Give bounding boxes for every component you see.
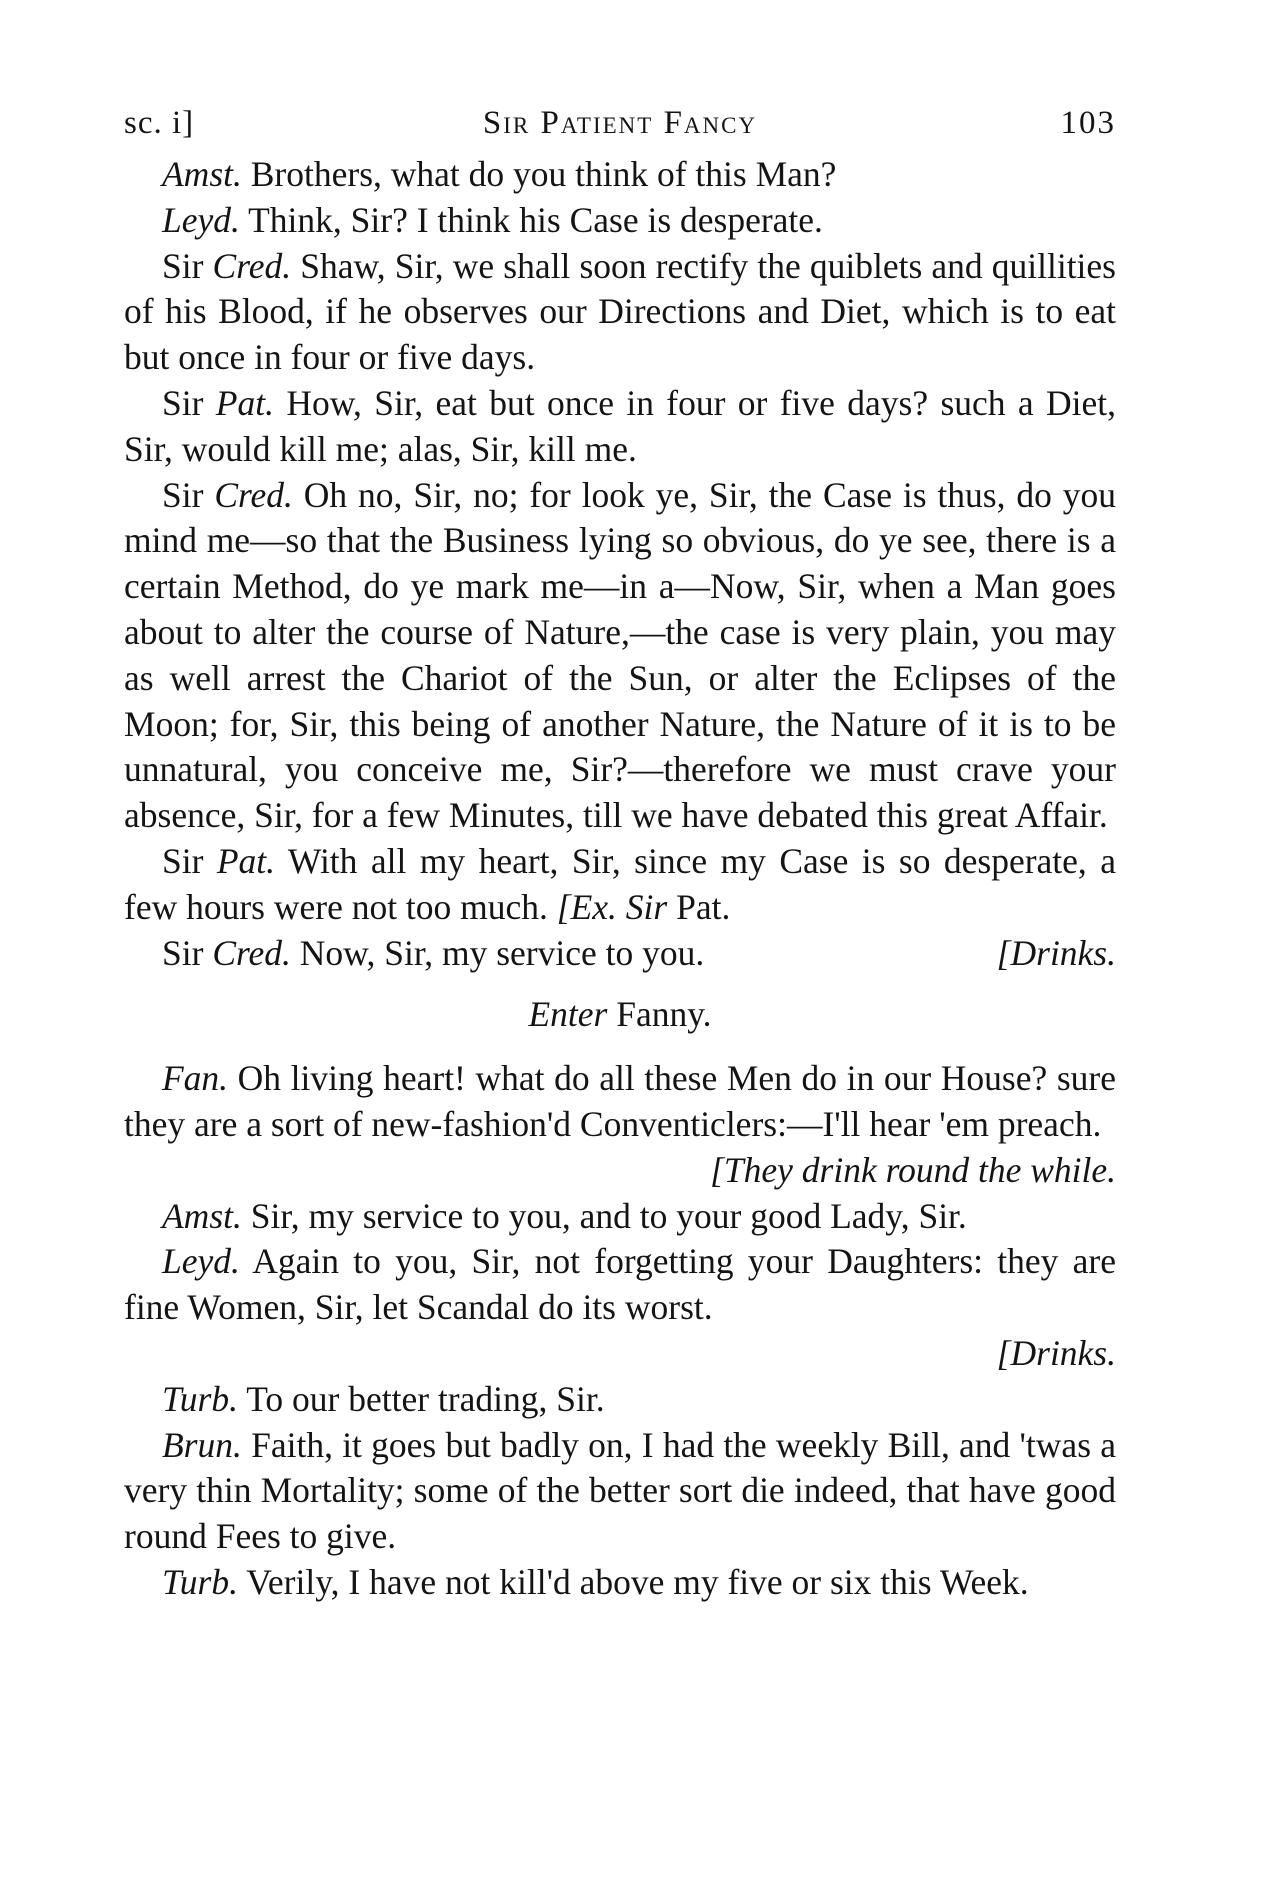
speech-pat-1 [124, 381, 1116, 473]
speaker-name: Leyd. [162, 1241, 240, 1282]
speech-text: Verily, I have not kill'd above my five or six this Week. [237, 1561, 1029, 1602]
speech-text: Oh no, Sir, no; for look ye, Sir, the Case is thus, do you mind me—so that the Business lying so obvious, do ye see, there is a certain Method, do ye mark me—in a—Now, Sir, when a Man goes about to alter the course of Nature,—the case is very plain, you may as well arrest the Chariot of the Sun, or alter the Eclipses of the Moon; for, Sir, this being of another Nature, the Nature of it is to be unnatural, you conceive me, Sir?—therefore we must crave your absence, Sir, for a few Minutes, till we have debated this great Affair. [124, 474, 1116, 836]
speech-pat-2 [124, 839, 1116, 931]
speech-text: Oh living heart! what do all these Men do in our House? sure they are a sort of new-fashion'd Conventiclers:—I'll hear 'em preach. [124, 1058, 1116, 1144]
speech-amst-1 [124, 152, 1116, 198]
speaker-name: Amst. [162, 154, 242, 194]
speaker-name: Cred. [214, 474, 293, 515]
speech-brun-1 [124, 1423, 1116, 1560]
stage-direction-drinks-2: [Drinks. [996, 1332, 1116, 1373]
speaker-title: Sir [162, 932, 213, 973]
running-title: Sir Patient Fancy [482, 105, 758, 141]
stage-direction-drink-round: [They drink round the while. [710, 1149, 1116, 1190]
page-number: 103 [1060, 105, 1116, 141]
speaker-name: Cred. [212, 245, 292, 286]
speaker-title: Sir [162, 382, 216, 423]
speaker-name: Turb. [162, 1378, 238, 1419]
entrance-direction [124, 992, 1116, 1038]
speech-cred-3 [124, 931, 1116, 977]
speech-amst-2 [124, 1194, 1116, 1240]
speaker-name: Fan. [162, 1058, 229, 1099]
speech-text: Sir, my service to you, and to your good Lady, Sir. [241, 1195, 967, 1236]
speech-text: To our better trading, Sir. [237, 1378, 605, 1419]
stage-direction-exit: [Ex. Sir [556, 886, 668, 927]
speech-text: Brothers, what do you think of this Man? [241, 154, 837, 194]
speech-text: Now, Sir, my service to you. [290, 932, 705, 973]
speech-fan-1 [124, 1056, 1116, 1148]
speech-text: Shaw, Sir, we shall soon rectify the quiblets and quillities of his Blood, if he observes our Directions and Diet, which is to eat but once in four or five days. [124, 245, 1116, 378]
speaker-name: Cred. [212, 932, 291, 973]
scene-marker: sc. i] [124, 105, 195, 141]
speech-text: Think, Sir? I think his Case is desperate. [239, 199, 823, 240]
speaker-title: Sir [162, 474, 215, 515]
speech-cred-2 [124, 473, 1116, 839]
speech-text: Faith, it goes but badly on, I had the weekly Bill, and 'twas a very thin Mortality; some of the better sort die indeed, that have good round Fees to give. [124, 1424, 1116, 1557]
entrance-name: Fanny. [607, 994, 712, 1035]
speech-turb-2 [124, 1560, 1116, 1606]
speech-turb-1 [124, 1377, 1116, 1423]
running-header [124, 98, 1116, 148]
speech-text: With all my heart, Sir, since my Case is so desperate, a few hours were not too much. [124, 840, 1116, 927]
speech-leyd-1 [124, 198, 1116, 244]
speaker-name: Pat. [215, 382, 274, 423]
speaker-title: Sir [162, 840, 217, 881]
stage-direction-drinks: [Drinks. [996, 932, 1116, 973]
speech-cred-1 [124, 244, 1116, 381]
speaker-name: Leyd. [162, 199, 240, 240]
speaker-name: Pat. [216, 840, 276, 881]
speech-leyd-2 [124, 1239, 1116, 1331]
speaker-name: Brun. [162, 1424, 242, 1465]
speech-text: Again to you, Sir, not forgetting your Daughters: they are fine Women, Sir, let Scandal do its worst. [124, 1241, 1116, 1328]
stage-direction-exit-name: Pat. [667, 886, 731, 927]
speech-text: How, Sir, eat but once in four or five days? such a Diet, Sir, would kill me; alas, Sir, kill me. [124, 382, 1116, 469]
play-text [124, 152, 1116, 1606]
speaker-name: Amst. [162, 1195, 242, 1236]
entrance-word: Enter [528, 994, 608, 1035]
speaker-name: Turb. [162, 1561, 238, 1602]
speaker-title: Sir [162, 245, 213, 286]
